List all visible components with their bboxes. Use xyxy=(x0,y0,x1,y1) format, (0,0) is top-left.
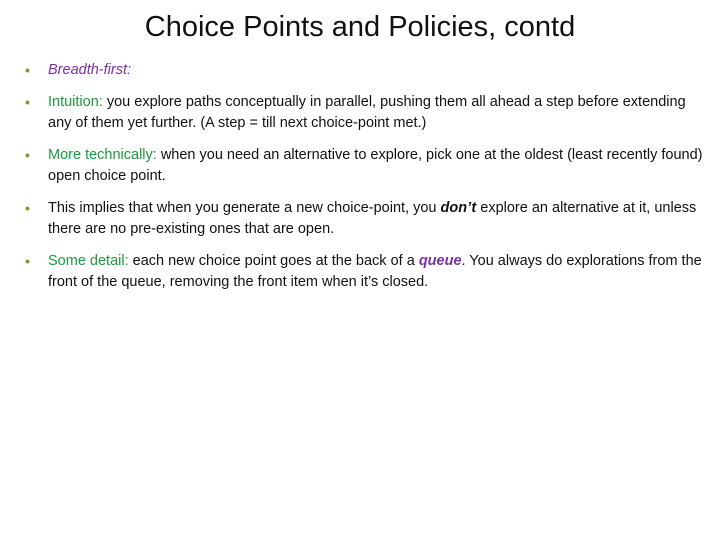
bullet-lead: Some detail: xyxy=(48,253,129,269)
bullet-lead: More technically: xyxy=(48,147,157,163)
bullet-icon: • xyxy=(25,147,30,163)
bullet-lead-suffix: : xyxy=(126,62,132,78)
slide-title: Choice Points and Policies, contd xyxy=(144,11,576,43)
bullet-some-detail xyxy=(24,251,710,293)
bullet-icon: • xyxy=(25,62,30,78)
bullet-more-technically xyxy=(24,145,710,187)
bullet-list xyxy=(24,60,710,304)
bullet-icon: • xyxy=(25,253,30,269)
bullet-implication xyxy=(24,198,710,240)
bullet-lead: Intuition: xyxy=(48,94,103,110)
bullet-breadth-first xyxy=(24,60,710,81)
bullet-emphasis: queue xyxy=(418,253,462,269)
bullet-icon: • xyxy=(25,200,30,216)
bullet-text-before: each new choice point goes at the back of a xyxy=(128,253,419,269)
bullet-lead: Breadth-first xyxy=(48,62,127,78)
bullet-emphasis: don’t xyxy=(440,200,477,216)
bullet-text-after: . You always do explorations from the front of the queue, removing the front item when it’s closed. xyxy=(48,253,702,290)
bullet-intuition xyxy=(24,92,710,134)
bullet-text-before: This implies that when you generate a new choice-point, you xyxy=(48,200,441,216)
bullet-icon: • xyxy=(25,94,30,110)
bullet-text: when you need an alternative to explore, pick one at the oldest (least recently found) open choice point. xyxy=(48,147,703,184)
bullet-text: you explore paths conceptually in parallel, pushing them all ahead a step before extending any of them yet further. (A step = till next choice-point met.) xyxy=(48,94,686,131)
bullet-text-after: explore an alternative at it, unless there are no pre-existing ones that are open. xyxy=(48,200,697,237)
